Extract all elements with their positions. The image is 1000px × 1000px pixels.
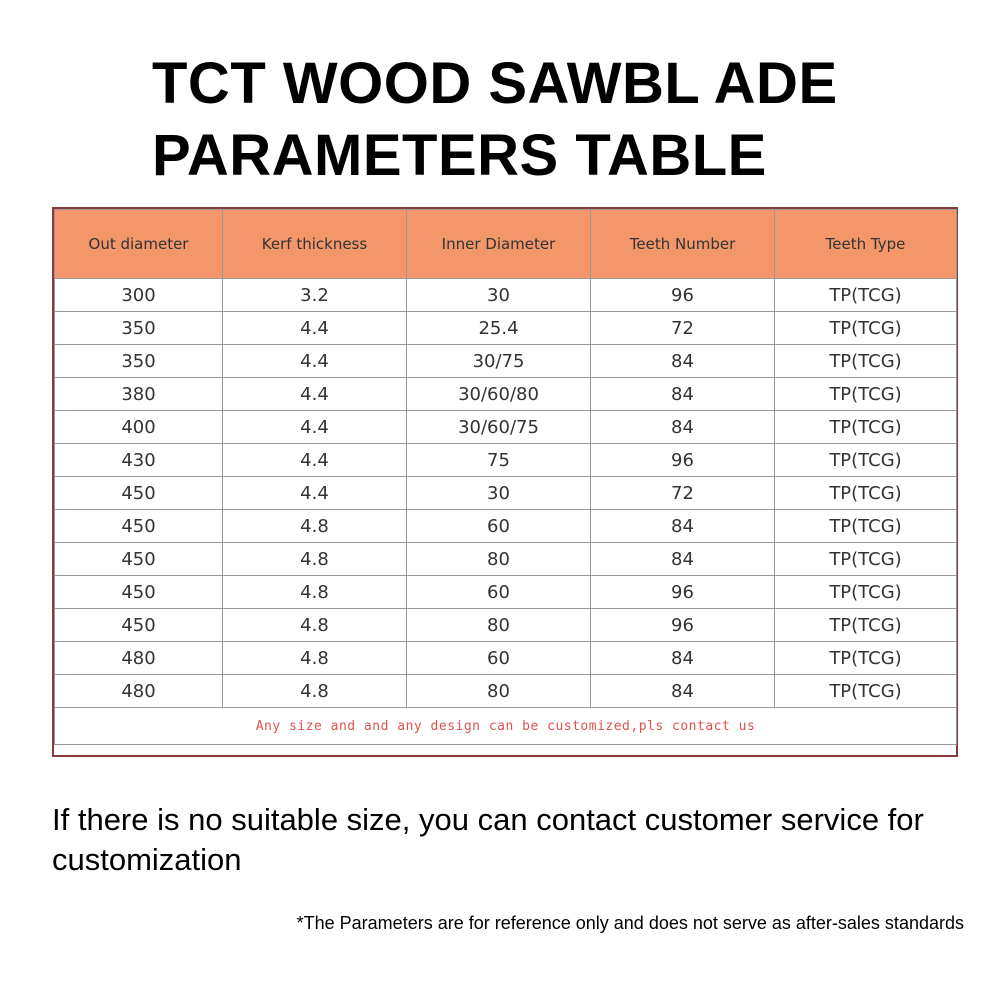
cell-teeth-number: 84 [591,543,775,576]
cell-out-diameter: 350 [55,345,223,378]
cell-inner-diameter: 75 [407,444,591,477]
table-row [55,510,957,543]
cell-kerf-thickness: 4.4 [223,444,407,477]
cell-teeth-number: 84 [591,411,775,444]
page-title [152,48,972,192]
table-header-row [55,210,957,279]
header-kerf-thickness: Kerf thickness [223,210,407,279]
header-teeth-type: Teeth Type [775,210,957,279]
cell-teeth-number: 84 [591,378,775,411]
cell-kerf-thickness: 4.8 [223,675,407,708]
cell-teeth-type: TP(TCG) [775,378,957,411]
cell-kerf-thickness: 4.8 [223,543,407,576]
cell-kerf-thickness: 4.8 [223,510,407,543]
title-line-2: PARAMETERS TABLE [152,123,767,188]
table-row [55,444,957,477]
cell-teeth-type: TP(TCG) [775,510,957,543]
cell-kerf-thickness: 3.2 [223,279,407,312]
title-line-1: TCT WOOD SAWBL ADE [152,51,838,116]
cell-out-diameter: 350 [55,312,223,345]
header-teeth-number: Teeth Number [591,210,775,279]
cell-teeth-number: 84 [591,675,775,708]
table-body [55,279,957,708]
cell-teeth-type: TP(TCG) [775,642,957,675]
customization-description: If there is no suitable size, you can contact customer service for customization [52,802,924,877]
cell-teeth-number: 96 [591,576,775,609]
cell-teeth-type: TP(TCG) [775,312,957,345]
cell-kerf-thickness: 4.4 [223,411,407,444]
cell-kerf-thickness: 4.8 [223,609,407,642]
table-row [55,642,957,675]
cell-out-diameter: 480 [55,642,223,675]
cell-kerf-thickness: 4.4 [223,378,407,411]
header-inner-diameter: Inner Diameter [407,210,591,279]
cell-teeth-type: TP(TCG) [775,543,957,576]
cell-inner-diameter: 80 [407,609,591,642]
cell-teeth-number: 72 [591,312,775,345]
customization-note: Any size and and any design can be customized,pls contact us [55,708,957,745]
cell-inner-diameter: 30/60/75 [407,411,591,444]
cell-inner-diameter: 25.4 [407,312,591,345]
cell-inner-diameter: 30/75 [407,345,591,378]
cell-out-diameter: 480 [55,675,223,708]
table-row [55,609,957,642]
cell-out-diameter: 450 [55,477,223,510]
cell-teeth-number: 96 [591,279,775,312]
cell-inner-diameter: 30 [407,279,591,312]
cell-teeth-type: TP(TCG) [775,609,957,642]
table-row [55,477,957,510]
cell-out-diameter: 450 [55,543,223,576]
header-out-diameter: Out diameter [55,210,223,279]
table-row [55,411,957,444]
cell-inner-diameter: 30 [407,477,591,510]
cell-kerf-thickness: 4.8 [223,576,407,609]
cell-teeth-type: TP(TCG) [775,345,957,378]
table-row [55,675,957,708]
table-footer-row [55,708,957,745]
cell-teeth-number: 72 [591,477,775,510]
cell-teeth-type: TP(TCG) [775,444,957,477]
cell-teeth-number: 84 [591,510,775,543]
table-row [55,345,957,378]
disclaimer-text: *The Parameters are for reference only and does not serve as after-sales standards [296,913,964,933]
cell-inner-diameter: 80 [407,543,591,576]
cell-out-diameter: 400 [55,411,223,444]
cell-kerf-thickness: 4.4 [223,477,407,510]
cell-out-diameter: 450 [55,510,223,543]
cell-teeth-number: 96 [591,444,775,477]
cell-out-diameter: 450 [55,576,223,609]
cell-teeth-type: TP(TCG) [775,477,957,510]
cell-teeth-number: 84 [591,345,775,378]
cell-inner-diameter: 30/60/80 [407,378,591,411]
table-row [55,312,957,345]
cell-kerf-thickness: 4.4 [223,312,407,345]
table-row [55,279,957,312]
cell-out-diameter: 430 [55,444,223,477]
cell-teeth-number: 84 [591,642,775,675]
cell-teeth-number: 96 [591,609,775,642]
cell-inner-diameter: 60 [407,510,591,543]
cell-kerf-thickness: 4.8 [223,642,407,675]
cell-inner-diameter: 60 [407,576,591,609]
parameters-table-container [52,207,958,757]
cell-teeth-type: TP(TCG) [775,576,957,609]
parameters-table [54,209,957,745]
cell-out-diameter: 450 [55,609,223,642]
cell-teeth-type: TP(TCG) [775,411,957,444]
cell-out-diameter: 380 [55,378,223,411]
cell-inner-diameter: 60 [407,642,591,675]
cell-teeth-type: TP(TCG) [775,279,957,312]
cell-kerf-thickness: 4.4 [223,345,407,378]
table-row [55,378,957,411]
cell-teeth-type: TP(TCG) [775,675,957,708]
cell-out-diameter: 300 [55,279,223,312]
cell-inner-diameter: 80 [407,675,591,708]
table-row [55,576,957,609]
table-row [55,543,957,576]
